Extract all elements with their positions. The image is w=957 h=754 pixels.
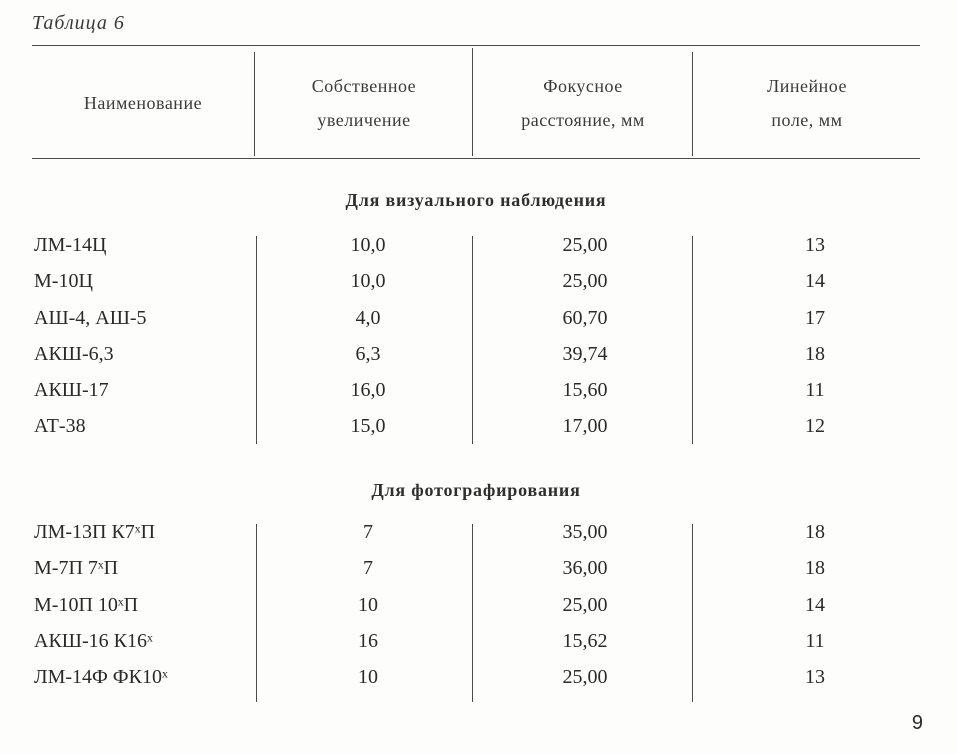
table-row [0, 594, 957, 630]
cell-linear-field: 11 [805, 630, 825, 652]
header-linear-field: Линейное поле, мм [767, 76, 847, 130]
cell-magnification: 6,3 [355, 343, 381, 365]
cell-linear-field: 13 [805, 234, 825, 256]
table-row [0, 270, 957, 306]
table-row [0, 379, 957, 415]
cell-magnification: 4,0 [355, 307, 381, 329]
table-top-rule [32, 45, 920, 46]
cell-name: ЛМ-14Ф ФК10ˣ [34, 666, 168, 688]
section-title-visual: Для визуального наблюдения [345, 190, 607, 210]
cell-focal-length: 25,00 [562, 666, 608, 688]
cell-name: ЛМ-13П К7ˣП [34, 521, 156, 543]
cell-magnification: 16 [358, 630, 378, 652]
cell-name: М-10П 10ˣП [34, 594, 139, 616]
table-row [0, 557, 957, 593]
cell-magnification: 10 [358, 666, 378, 688]
header-divider-2 [472, 48, 473, 156]
cell-magnification: 15,0 [350, 415, 386, 437]
page-number: 9 [911, 712, 923, 734]
cell-name: М-7П 7ˣП [34, 557, 119, 579]
header-divider-3 [692, 52, 693, 156]
cell-linear-field: 12 [805, 415, 825, 437]
cell-linear-field: 13 [805, 666, 825, 688]
header-bottom-rule [32, 158, 920, 159]
cell-focal-length: 15,60 [562, 379, 608, 401]
cell-linear-field: 14 [805, 594, 825, 616]
cell-magnification: 10 [358, 594, 378, 616]
cell-name: АТ-38 [34, 415, 86, 437]
cell-linear-field: 14 [805, 270, 825, 292]
table-row [0, 630, 957, 666]
cell-focal-length: 36,00 [562, 557, 608, 579]
cell-focal-length: 25,00 [562, 594, 608, 616]
cell-linear-field: 18 [805, 521, 825, 543]
cell-magnification: 16,0 [350, 379, 386, 401]
cell-focal-length: 35,00 [562, 521, 608, 543]
table-row [0, 234, 957, 270]
cell-magnification: 10,0 [350, 270, 386, 292]
cell-focal-length: 25,00 [562, 234, 608, 256]
cell-magnification: 7 [363, 521, 373, 543]
cell-linear-field: 18 [805, 557, 825, 579]
cell-linear-field: 18 [805, 343, 825, 365]
cell-magnification: 7 [363, 557, 373, 579]
cell-name: М-10Ц [34, 270, 93, 292]
cell-focal-length: 60,70 [562, 307, 608, 329]
table-row [0, 521, 957, 557]
cell-magnification: 10,0 [350, 234, 386, 256]
section-title-photography: Для фотографирования [371, 480, 581, 500]
cell-name: АКШ-6,3 [34, 343, 114, 365]
table-row [0, 307, 957, 343]
header-magnification: Собственное увеличение [311, 76, 417, 130]
cell-linear-field: 17 [805, 307, 825, 329]
cell-focal-length: 25,00 [562, 270, 608, 292]
cell-focal-length: 39,74 [562, 343, 608, 365]
cell-name: АКШ-17 [34, 379, 109, 401]
table-row [0, 666, 957, 702]
cell-focal-length: 17,00 [562, 415, 608, 437]
table-caption: Таблица 6 [32, 12, 125, 34]
header-name: Наименование [83, 93, 203, 113]
header-focal-length: Фокусное расстояние, мм [521, 76, 645, 130]
cell-name: АКШ-16 К16ˣ [34, 630, 153, 652]
table-row [0, 343, 957, 379]
cell-name: АШ-4, АШ-5 [34, 307, 147, 329]
cell-focal-length: 15,62 [562, 630, 608, 652]
cell-linear-field: 11 [805, 379, 825, 401]
table-row [0, 415, 957, 451]
cell-name: ЛМ-14Ц [34, 234, 107, 256]
header-divider-1 [254, 52, 255, 156]
